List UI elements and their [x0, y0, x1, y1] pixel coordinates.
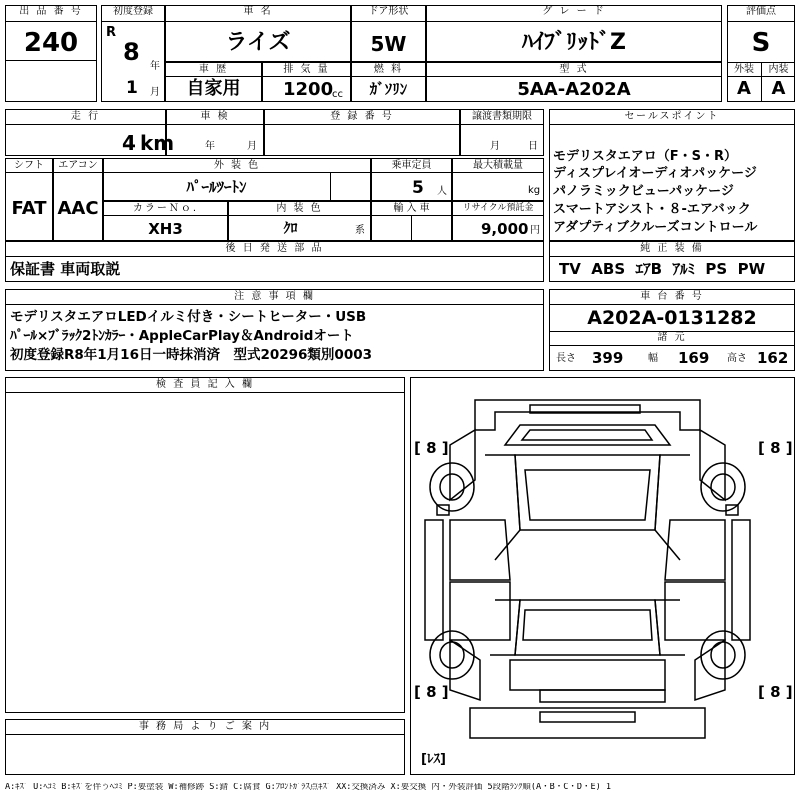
mileage: 4 — [122, 131, 136, 155]
door-label: ドア形状 — [368, 6, 409, 17]
car-name: ライズ — [225, 30, 291, 55]
left-rear-fender-shape — [450, 640, 480, 700]
rear-gate-shape — [510, 660, 665, 690]
aircon-label: エアコン — [58, 160, 98, 171]
height: 162 — [757, 349, 789, 367]
history-label: 車 歴 — [198, 64, 229, 75]
tire-rear-left: [ 8 ] — [414, 683, 449, 701]
shift: FAT — [11, 198, 47, 219]
notes-label: 注 意 事 項 欄 — [234, 291, 315, 302]
exterior-color-label: 外 装 色 — [213, 160, 261, 171]
note-line-1: モデリスタエアロLEDイルミ付き・シートヒーター・USB — [10, 309, 367, 325]
chassis-label: 車 台 番 号 — [640, 291, 704, 302]
mileage-label: 走 行 — [70, 111, 101, 122]
chassis-number: A202A-0131282 — [587, 307, 757, 329]
score-label: 評価点 — [746, 6, 776, 17]
mileage-unit: km — [140, 131, 175, 155]
sales-point-1: モデリスタエアロ（F・S・R） — [553, 149, 737, 164]
sales-point-3: パノラミックビューパッケージ — [553, 184, 734, 199]
car-name-label: 車 名 — [243, 6, 273, 17]
transfer-day-unit: 日 — [528, 141, 538, 152]
load-unit: kg — [528, 185, 541, 196]
exterior-score-label: 外装 — [734, 64, 754, 75]
parts-to-send: 保証書 車両取説 — [10, 260, 121, 278]
right-rear-door-shape — [665, 582, 725, 640]
sales-point-label: セールスポイント — [624, 111, 720, 122]
overall-score: S — [751, 28, 771, 58]
equipment: TV ABS ｴｱB ｱﾙﾐ PS PW — [559, 260, 766, 278]
grade: ﾊｲﾌﾞﾘｯﾄﾞZ — [522, 30, 626, 55]
length-label: 長さ — [556, 353, 576, 364]
legend: A:ｷｽﾞ U:ﾍｺﾐ B:ｷｽﾞを伴うﾍｺﾐ P:要塗装 W:補修跡 S:錆 C:腐食 G:ﾌﾛﾝﾄｶﾞﾗｽ点ｷｽﾞ XX:交換済み X:要交換 内・外装評価 5段階ﾗﾝｸ順(A・B・C・D・E) 1 — [5, 783, 611, 792]
registration-number-label: 登 録 番 号 — [330, 111, 394, 122]
width: 169 — [678, 349, 710, 367]
height-label: 高さ — [727, 353, 747, 364]
displacement-unit: cc — [332, 89, 343, 100]
grade-label: グ レ ー ド — [542, 6, 606, 17]
color-number-label: カラーＮｏ. — [132, 203, 199, 214]
recycle-unit: 円 — [530, 225, 540, 236]
interior-color-label: 内 装 色 — [276, 203, 323, 214]
month-unit: 月 — [150, 87, 160, 98]
sales-point-4: スマートアシスト・８-エアバック — [553, 202, 751, 217]
displacement-label: 排 気 量 — [283, 64, 330, 75]
sales-point-5: アダプティブクルーズコントロール — [553, 220, 758, 235]
tire-rear-right: [ 8 ] — [758, 683, 793, 701]
shift-label: シフト — [14, 160, 44, 171]
right-front-door-shape — [665, 520, 725, 580]
model-label: 型 式 — [559, 64, 589, 75]
inspection-label: 車 検 — [200, 111, 230, 122]
rear-glass-shape — [515, 600, 660, 655]
interior-score-label: 内装 — [768, 64, 789, 75]
fuel-type: ｶﾞｿﾘﾝ — [369, 80, 408, 98]
capacity-label: 乗車定員 — [391, 160, 432, 171]
lot-number-label: 出 品 番 号 — [19, 6, 83, 17]
era-mark: R — [106, 25, 117, 40]
recycle-deposit: 9,000 — [481, 220, 529, 238]
hood-shape — [505, 425, 670, 445]
specs-label: 諸 元 — [657, 332, 687, 343]
capacity: 5 — [412, 178, 424, 198]
capacity-unit: 人 — [437, 186, 447, 197]
year-unit: 年 — [150, 61, 160, 72]
load-label: 最大積載量 — [473, 160, 523, 171]
first-reg-month: 1 — [126, 78, 138, 98]
right-rear-fender-shape — [695, 640, 725, 700]
aircon: AAC — [57, 198, 99, 219]
fuel-label: 燃 料 — [373, 64, 404, 75]
color-number: XH3 — [148, 220, 183, 238]
inspection-year-unit: 年 — [205, 141, 215, 152]
exterior-score: A — [737, 78, 751, 99]
roof-shape — [525, 470, 650, 520]
windshield-shape — [515, 455, 660, 530]
left-rear-door-shape — [450, 582, 510, 640]
door-type: 5W — [370, 32, 407, 56]
vehicle-history: 自家用 — [186, 78, 241, 99]
inspector-label: 検 査 員 記 入 欄 — [156, 379, 254, 390]
length: 399 — [592, 349, 624, 367]
interior-color-unit: 系 — [355, 225, 365, 236]
first-registration-label: 初度登録 — [113, 6, 153, 17]
tire-front-right: [ 8 ] — [758, 439, 793, 457]
recycle-label: リサイクル預託金 — [462, 203, 534, 213]
parts-label: 後 日 発 送 部 品 — [225, 243, 324, 254]
lot-number: 240 — [23, 28, 79, 58]
note-line-2: ﾊﾟｰﾙ×ﾌﾞﾗｯｸ2ﾄﾝｶﾗｰ・AppleCarPlay＆Androidオート — [10, 328, 354, 344]
width-label: 幅 — [648, 353, 658, 364]
rear-left-tire-shape — [430, 631, 474, 679]
inspection-month-unit: 月 — [247, 141, 257, 152]
equipment-label: 純 正 装 備 — [640, 243, 704, 254]
tire-front-left: [ 8 ] — [414, 439, 449, 457]
note-line-3: 初度登録R8年1月16日一時抹消済 型式20296類別0003 — [10, 347, 373, 363]
interior-color: ｸﾛ — [283, 221, 298, 237]
interior-score: A — [771, 78, 786, 99]
import-label: 輸 入 車 — [393, 203, 430, 214]
first-reg-year: 8 — [123, 38, 140, 66]
transfer-doc-label: 譲渡書類期限 — [472, 111, 532, 122]
sales-point-2: ディスプレイオーディオパッケージ — [553, 166, 757, 181]
model-code: 5AA-A202A — [517, 79, 631, 100]
exterior-color: ﾊﾟｰﾙﾂｰﾄﾝ — [186, 178, 247, 196]
spare-tire: [ﾚｽ] — [421, 752, 446, 767]
office-label: 事 務 局 よ り ご 案 内 — [138, 721, 272, 732]
left-front-door-shape — [450, 520, 510, 580]
rear-right-tire-shape — [701, 631, 745, 679]
displacement: 1200 — [283, 79, 334, 100]
transfer-month-unit: 月 — [490, 141, 500, 152]
